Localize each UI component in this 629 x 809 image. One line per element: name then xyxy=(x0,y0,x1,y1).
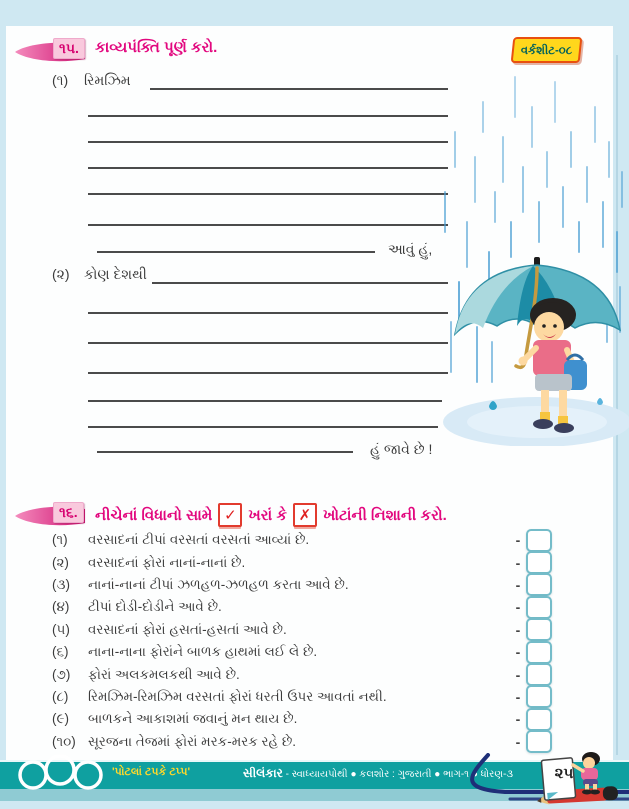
sub1-label: રિમઝિમ xyxy=(84,72,131,88)
dash: - xyxy=(515,666,521,683)
question-title: કાવ્યપંક્તિ પૂર્ણ કરો. xyxy=(95,39,218,56)
rain-icon xyxy=(445,77,622,382)
sub1-number: (૧) xyxy=(52,72,69,88)
writing-line xyxy=(152,282,448,284)
page-number: ૨૫ xyxy=(554,765,574,782)
statement-text: વરસાદનાં ફોરાં નાનાં-નાનાં છે. xyxy=(88,554,246,570)
statement-number: (૨) xyxy=(52,554,69,570)
statement-text: નાના-નાના ફોરાંને બાળક હાથમાં લઈ લે છે. xyxy=(88,644,318,660)
writing-line xyxy=(88,224,448,226)
question-title xyxy=(95,503,447,527)
question-number: ૧૬. xyxy=(53,502,84,523)
answer-checkbox[interactable] xyxy=(526,551,552,574)
statement-row xyxy=(52,708,552,730)
writing-line xyxy=(88,141,448,143)
writing-line xyxy=(150,88,448,90)
question-number: ૧૫. xyxy=(53,38,85,59)
statement-number: (૫) xyxy=(52,621,70,637)
footer-series-details: - સ્વાધ્યાયપોથી ● કલશોર : ગુજરાતી ● ભાગ-૧ ● ધોરણ-૩ xyxy=(282,769,514,780)
dash: - xyxy=(515,576,521,593)
writing-line xyxy=(88,400,442,402)
sub2-ending-text: હું જાવે છે ! xyxy=(370,441,433,457)
dash: - xyxy=(515,733,521,750)
footer-poem-title: 'પોટલાં ટપકે ટપ્પ' xyxy=(112,766,191,778)
statement-row xyxy=(52,574,552,596)
statement-row xyxy=(52,619,552,641)
sub1-ending-text: આવું હું, xyxy=(388,241,433,257)
statement-row xyxy=(52,529,552,551)
statement-row xyxy=(52,596,552,618)
dash: - xyxy=(515,711,521,728)
footer-series-name: સીલંકાર xyxy=(243,766,283,780)
statement-text: વરસાદનાં ફોરાં હસતાં-હસતાં આવે છે. xyxy=(88,621,287,637)
writing-line xyxy=(88,167,448,169)
statement-number: (૬) xyxy=(52,644,69,660)
worksheet-badge-label: વર્કશીટ-૦૮ xyxy=(520,45,573,57)
answer-checkbox[interactable] xyxy=(526,573,552,596)
dash: - xyxy=(515,644,521,661)
title-part-2: ખરાં કે xyxy=(248,506,287,524)
sub2-label: કોણ દેશથી xyxy=(84,266,147,282)
writing-line xyxy=(88,372,448,374)
writing-line xyxy=(97,451,353,453)
statement-text: નાનાં-નાનાં ટીપાં ઝળહળ-ઝળહળ કરતા આવે છે. xyxy=(88,576,349,592)
statement-number: (૭) xyxy=(52,666,71,682)
statement-row xyxy=(52,551,552,573)
pencil-kid-illustration xyxy=(533,750,629,808)
crossmark-box-icon: ✗ xyxy=(293,503,317,527)
dash: - xyxy=(515,621,521,638)
statements-list xyxy=(52,529,552,753)
answer-checkbox[interactable] xyxy=(526,596,552,619)
statement-number: (૪) xyxy=(52,599,70,615)
title-part-1: નીચેનાં વિધાનો સામે xyxy=(95,506,213,524)
rain-boy-umbrella-illustration xyxy=(437,72,629,446)
answer-checkbox[interactable] xyxy=(526,618,552,641)
statement-row xyxy=(52,686,552,708)
answer-checkbox[interactable] xyxy=(526,685,552,708)
writing-line xyxy=(88,342,448,344)
title-part-3: ખોટાંની નિશાની કરો. xyxy=(322,506,447,524)
statement-text: ફોરાં અલકમલકથી આવે છે. xyxy=(88,666,240,682)
statement-row xyxy=(52,663,552,685)
statement-text: રિમઝિમ-રિમઝિમ વરસતાં ફોરાં ધરતી ઉપર આવતાં નથી. xyxy=(88,688,387,704)
statement-text: વરસાદનાં ટીપાં વરસતાં વરસતાં આવ્યાં છે. xyxy=(88,532,310,548)
statement-row xyxy=(52,731,552,753)
dash: - xyxy=(515,532,521,549)
writing-line xyxy=(88,312,448,314)
statement-number: (૮) xyxy=(52,688,69,704)
sub2-number: (૨) xyxy=(52,266,70,282)
statement-number: (૯) xyxy=(52,711,69,727)
dash: - xyxy=(515,599,521,616)
answer-checkbox[interactable] xyxy=(526,708,552,731)
writing-line xyxy=(88,193,448,195)
statement-number: (૧૦) xyxy=(52,733,76,749)
answer-checkbox[interactable] xyxy=(526,529,552,552)
checkmark-box-icon: ✓ xyxy=(218,503,242,527)
writing-line xyxy=(88,115,448,117)
answer-checkbox[interactable] xyxy=(526,641,552,664)
statement-text: બાળકને આકાશમાં જવાનું મન થાય છે. xyxy=(88,711,298,727)
answer-checkbox[interactable] xyxy=(526,663,552,686)
writing-line xyxy=(97,251,375,253)
dash: - xyxy=(515,554,521,571)
publisher-rings-logo-icon xyxy=(10,748,106,794)
statement-row xyxy=(52,641,552,663)
statement-number: (૩) xyxy=(52,576,70,592)
writing-line xyxy=(88,426,438,428)
dash: - xyxy=(515,688,521,705)
statement-number: (૧) xyxy=(52,532,68,548)
worksheet-badge xyxy=(511,37,583,63)
statement-text: સૂરજના તેજમાં ફોરાં મરક-મરક રહે છે. xyxy=(88,733,297,749)
statement-text: ટીપાં દોડી-દોડીને આવે છે. xyxy=(88,599,222,615)
